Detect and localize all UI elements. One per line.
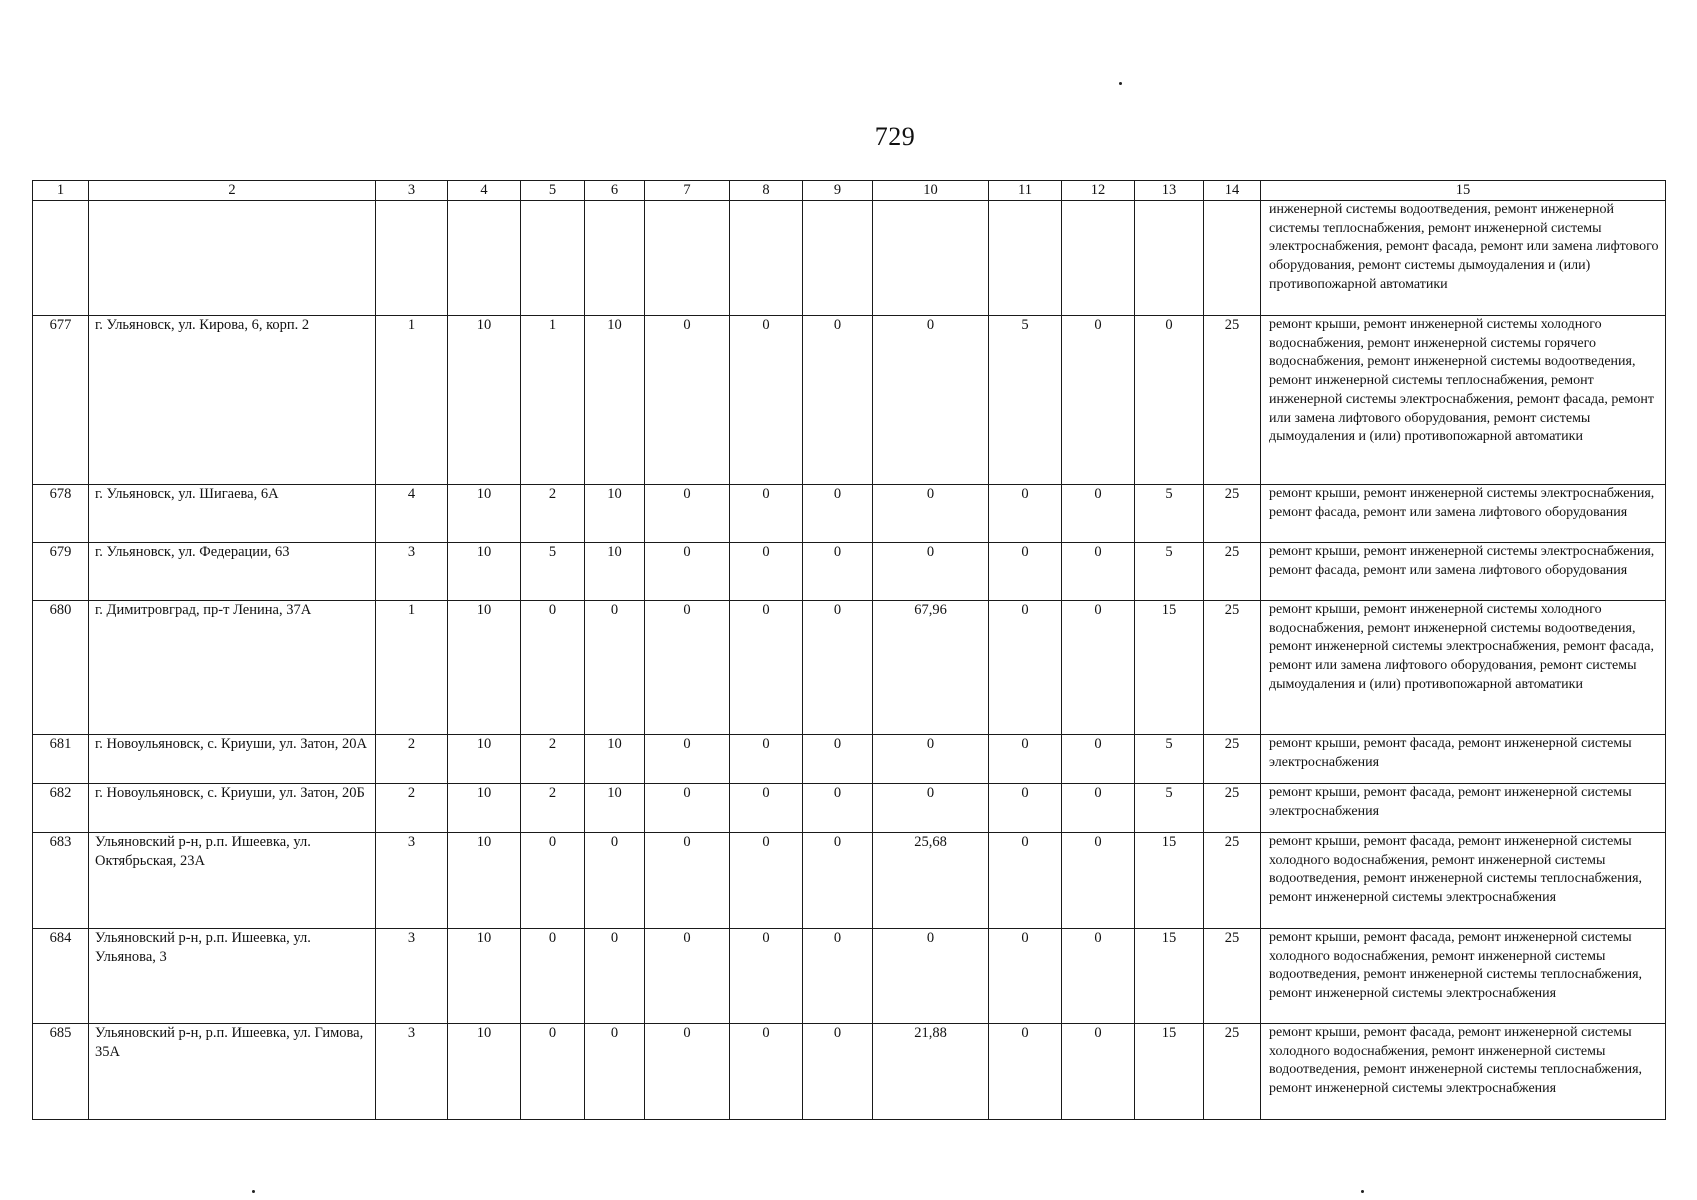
value-cell: 25 [1204,735,1261,784]
table-row [33,1024,1666,1120]
value-cell: 15 [1135,601,1204,735]
value-cell: 10 [585,543,645,601]
value-cell: 0 [585,833,645,929]
value-cell: 10 [585,485,645,543]
value-cell: 10 [448,784,521,833]
value-cell: 0 [645,543,730,601]
value-cell: 10 [448,833,521,929]
table-row [33,201,1666,316]
address-cell: г. Ульяновск, ул. Федерации, 63 [89,543,376,601]
value-cell: 0 [521,1024,585,1120]
works-cell: ремонт крыши, ремонт инженерной системы холодного водоснабжения, ремонт инженерной системы водоотведения, ремонт инженерной системы электроснабжения, ремонт фасада, ремонт или замена лифтового оборудования, ремонт системы дымоудаления и (или) противопожарной автоматики [1261,601,1666,735]
value-cell: 25 [1204,1024,1261,1120]
value-cell [1062,201,1135,316]
value-cell: 5 [1135,543,1204,601]
table-row [33,601,1666,735]
row-number-cell: 685 [33,1024,89,1120]
value-cell: 0 [645,316,730,485]
value-cell [521,201,585,316]
row-number-cell: 678 [33,485,89,543]
value-cell: 0 [730,601,803,735]
address-cell: Ульяновский р-н, р.п. Ишеевка, ул. Гимова, 35А [89,1024,376,1120]
value-cell: 0 [873,929,989,1024]
value-cell: 2 [521,735,585,784]
value-cell: 0 [803,784,873,833]
value-cell: 10 [448,601,521,735]
value-cell [1135,201,1204,316]
value-cell: 0 [585,601,645,735]
value-cell: 0 [585,929,645,1024]
value-cell: 10 [448,543,521,601]
value-cell: 0 [1062,1024,1135,1120]
value-cell: 0 [730,543,803,601]
value-cell: 0 [803,735,873,784]
scan-speck [1361,1190,1364,1193]
value-cell: 0 [521,929,585,1024]
works-cell: ремонт крыши, ремонт фасада, ремонт инженерной системы холодного водоснабжения, ремонт инженерной системы водоотведения, ремонт инженерной системы теплоснабжения, ремонт инженерной системы электроснабжения [1261,833,1666,929]
row-number-cell: 680 [33,601,89,735]
address-cell: г. Ульяновск, ул. Кирова, 6, корп. 2 [89,316,376,485]
works-cell: инженерной системы водоотведения, ремонт инженерной системы теплоснабжения, ремонт инженерной системы электроснабжения, ремонт фасада, ремонт или замена лифтового оборудования, ремонт системы дымоудаления и (или) противопожарной автоматики [1261,201,1666,316]
value-cell: 15 [1135,929,1204,1024]
works-cell: ремонт крыши, ремонт инженерной системы электроснабжения, ремонт фасада, ремонт или замена лифтового оборудования [1261,543,1666,601]
value-cell: 0 [1135,316,1204,485]
column-number: 5 [521,181,585,201]
value-cell: 10 [585,784,645,833]
value-cell: 0 [989,601,1062,735]
value-cell: 25 [1204,929,1261,1024]
works-cell: ремонт крыши, ремонт фасада, ремонт инженерной системы электроснабжения [1261,784,1666,833]
works-cell: ремонт крыши, ремонт фасада, ремонт инженерной системы холодного водоснабжения, ремонт инженерной системы водоотведения, ремонт инженерной системы теплоснабжения, ремонт инженерной системы электроснабжения [1261,929,1666,1024]
value-cell: 0 [730,1024,803,1120]
value-cell [448,201,521,316]
value-cell [730,201,803,316]
column-number: 3 [376,181,448,201]
value-cell: 25 [1204,316,1261,485]
value-cell: 0 [645,833,730,929]
value-cell: 0 [730,929,803,1024]
column-number: 14 [1204,181,1261,201]
row-number-cell: 683 [33,833,89,929]
value-cell: 25 [1204,485,1261,543]
row-number-cell: 684 [33,929,89,1024]
column-number: 1 [33,181,89,201]
value-cell: 0 [803,316,873,485]
value-cell: 0 [989,784,1062,833]
page-number: 729 [874,122,916,151]
column-number: 7 [645,181,730,201]
address-cell [89,201,376,316]
works-cell: ремонт крыши, ремонт инженерной системы холодного водоснабжения, ремонт инженерной системы горячего водоснабжения, ремонт инженерной системы водоотведения, ремонт инженерной системы теплоснабжения, ремонт инженерной системы электроснабжения, ремонт фасада, ремонт или замена лифтового оборудования, ремонт системы дымоудаления и (или) противопожарной автоматики [1261,316,1666,485]
value-cell: 0 [803,929,873,1024]
value-cell [585,201,645,316]
value-cell: 0 [989,735,1062,784]
value-cell: 15 [1135,833,1204,929]
value-cell: 3 [376,543,448,601]
table-row [33,735,1666,784]
address-cell: г. Димитровград, пр-т Ленина, 37А [89,601,376,735]
value-cell: 4 [376,485,448,543]
row-number-cell: 681 [33,735,89,784]
value-cell: 0 [585,1024,645,1120]
value-cell: 10 [448,1024,521,1120]
table-row [33,485,1666,543]
table-row [33,833,1666,929]
scan-speck [1119,82,1122,85]
value-cell: 0 [1062,929,1135,1024]
value-cell [989,201,1062,316]
value-cell: 0 [645,485,730,543]
value-cell: 25 [1204,543,1261,601]
value-cell: 0 [645,601,730,735]
value-cell: 0 [873,784,989,833]
value-cell: 10 [448,929,521,1024]
column-number: 15 [1261,181,1666,201]
works-cell: ремонт крыши, ремонт фасада, ремонт инженерной системы холодного водоснабжения, ремонт инженерной системы водоотведения, ремонт инженерной системы теплоснабжения, ремонт инженерной системы электроснабжения [1261,1024,1666,1120]
value-cell: 5 [989,316,1062,485]
value-cell [873,201,989,316]
value-cell: 2 [376,784,448,833]
value-cell: 0 [873,735,989,784]
value-cell: 0 [803,543,873,601]
value-cell: 25 [1204,601,1261,735]
value-cell: 0 [989,485,1062,543]
address-cell: г. Новоульяновск, с. Криуши, ул. Затон, 20А [89,735,376,784]
value-cell [1204,201,1261,316]
value-cell: 5 [521,543,585,601]
value-cell: 5 [1135,784,1204,833]
value-cell: 0 [803,601,873,735]
value-cell: 0 [521,601,585,735]
value-cell: 0 [1062,601,1135,735]
column-number: 10 [873,181,989,201]
value-cell: 0 [1062,543,1135,601]
value-cell: 5 [1135,485,1204,543]
value-cell: 67,96 [873,601,989,735]
value-cell: 10 [448,485,521,543]
table-row [33,784,1666,833]
value-cell: 5 [1135,735,1204,784]
column-number: 2 [89,181,376,201]
value-cell: 21,88 [873,1024,989,1120]
row-number-cell: 677 [33,316,89,485]
value-cell: 1 [521,316,585,485]
works-cell: ремонт крыши, ремонт инженерной системы электроснабжения, ремонт фасада, ремонт или замена лифтового оборудования [1261,485,1666,543]
value-cell: 0 [645,929,730,1024]
value-cell: 0 [873,543,989,601]
value-cell: 2 [521,784,585,833]
value-cell: 0 [1062,316,1135,485]
value-cell: 0 [730,316,803,485]
value-cell [376,201,448,316]
value-cell: 3 [376,1024,448,1120]
value-cell: 3 [376,833,448,929]
value-cell: 0 [1062,735,1135,784]
value-cell [645,201,730,316]
value-cell: 2 [521,485,585,543]
value-cell [803,201,873,316]
value-cell: 0 [873,485,989,543]
works-cell: ремонт крыши, ремонт фасада, ремонт инженерной системы электроснабжения [1261,735,1666,784]
value-cell: 0 [645,1024,730,1120]
column-number: 4 [448,181,521,201]
value-cell: 10 [448,316,521,485]
value-cell: 15 [1135,1024,1204,1120]
value-cell: 25 [1204,784,1261,833]
row-number-cell [33,201,89,316]
table-row [33,929,1666,1024]
address-cell: Ульяновский р-н, р.п. Ишеевка, ул. Ульянова, 3 [89,929,376,1024]
value-cell: 25,68 [873,833,989,929]
column-number: 8 [730,181,803,201]
value-cell: 0 [989,833,1062,929]
scan-speck [252,1190,255,1193]
column-number-row [33,181,1666,201]
column-number: 11 [989,181,1062,201]
column-number: 9 [803,181,873,201]
value-cell: 0 [730,485,803,543]
column-number: 13 [1135,181,1204,201]
row-number-cell: 682 [33,784,89,833]
value-cell: 0 [989,543,1062,601]
column-number: 6 [585,181,645,201]
value-cell: 0 [730,735,803,784]
value-cell: 10 [585,735,645,784]
value-cell: 1 [376,316,448,485]
value-cell: 3 [376,929,448,1024]
address-cell: г. Новоульяновск, с. Криуши, ул. Затон, 20Б [89,784,376,833]
value-cell: 25 [1204,833,1261,929]
value-cell: 0 [803,833,873,929]
value-cell: 0 [803,485,873,543]
row-number-cell: 679 [33,543,89,601]
register-table [32,180,1666,1120]
value-cell: 0 [645,735,730,784]
value-cell: 0 [730,833,803,929]
value-cell: 0 [1062,485,1135,543]
value-cell: 0 [521,833,585,929]
value-cell: 0 [730,784,803,833]
register-body [33,201,1666,1120]
value-cell: 0 [1062,833,1135,929]
value-cell: 0 [1062,784,1135,833]
value-cell: 0 [873,316,989,485]
table-row [33,316,1666,485]
value-cell: 10 [448,735,521,784]
address-cell: Ульяновский р-н, р.п. Ишеевка, ул. Октябрьская, 23А [89,833,376,929]
address-cell: г. Ульяновск, ул. Шигаева, 6А [89,485,376,543]
value-cell: 0 [645,784,730,833]
column-number: 12 [1062,181,1135,201]
value-cell: 10 [585,316,645,485]
value-cell: 0 [989,1024,1062,1120]
value-cell: 0 [989,929,1062,1024]
table-row [33,543,1666,601]
value-cell: 1 [376,601,448,735]
value-cell: 0 [803,1024,873,1120]
value-cell: 2 [376,735,448,784]
